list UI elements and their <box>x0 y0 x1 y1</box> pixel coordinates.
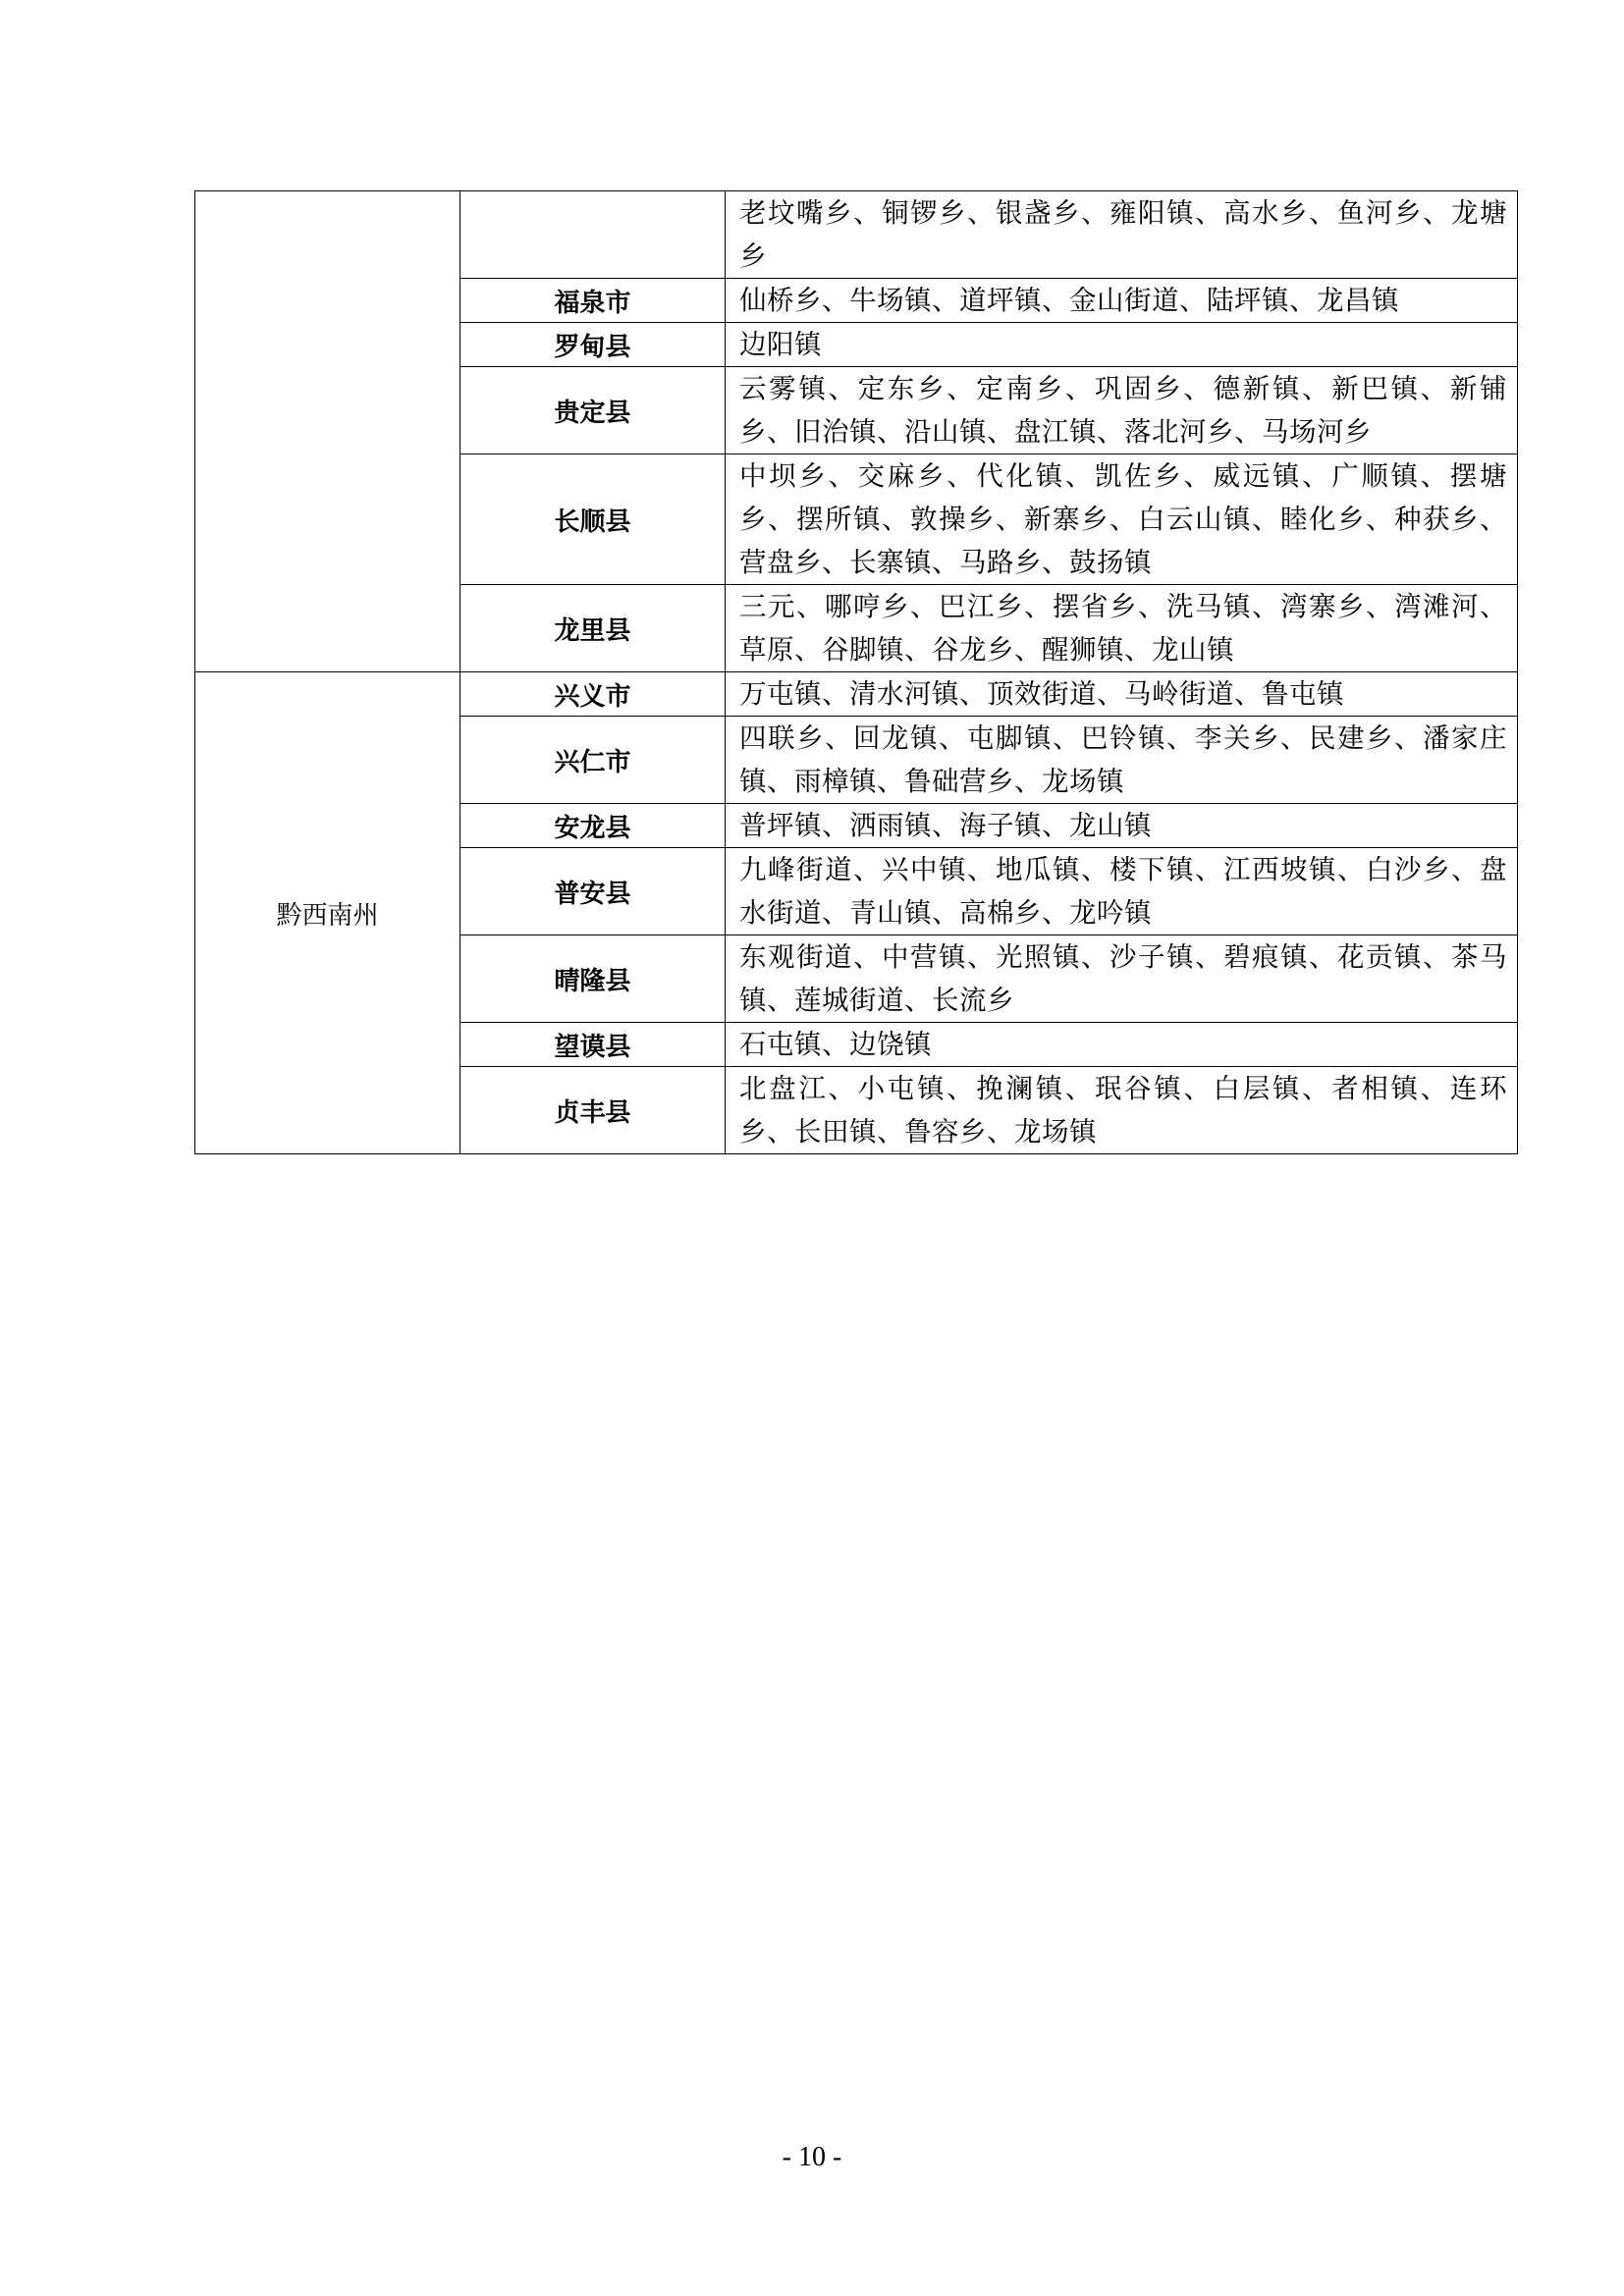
county-cell: 龙里县 <box>460 585 726 672</box>
towns-cell: 东观街道、中营镇、光照镇、沙子镇、碧痕镇、花贡镇、茶马镇、莲城街道、长流乡 <box>726 935 1518 1023</box>
county-cell: 普安县 <box>460 848 726 935</box>
region-town-table <box>194 190 1518 1154</box>
county-cell: 晴隆县 <box>460 935 726 1023</box>
county-cell: 贵定县 <box>460 367 726 454</box>
towns-cell: 普坪镇、洒雨镇、海子镇、龙山镇 <box>726 804 1518 848</box>
towns-cell: 石屯镇、边饶镇 <box>726 1023 1518 1067</box>
towns-cell: 边阳镇 <box>726 323 1518 367</box>
county-cell: 福泉市 <box>460 279 726 323</box>
county-cell: 安龙县 <box>460 804 726 848</box>
towns-cell: 北盘江、小屯镇、挽澜镇、珉谷镇、白层镇、者相镇、连环乡、长田镇、鲁容乡、龙场镇 <box>726 1067 1518 1154</box>
towns-cell: 四联乡、回龙镇、屯脚镇、巴铃镇、李关乡、民建乡、潘家庄镇、雨樟镇、鲁础营乡、龙场镇 <box>726 717 1518 804</box>
towns-cell: 中坝乡、交麻乡、代化镇、凯佐乡、威远镇、广顺镇、摆塘乡、摆所镇、敦操乡、新寨乡、白云山镇、睦化乡、种获乡、营盘乡、长寨镇、马路乡、鼓扬镇 <box>726 454 1518 585</box>
county-cell: 贞丰县 <box>460 1067 726 1154</box>
county-cell: 罗甸县 <box>460 323 726 367</box>
county-cell: 兴仁市 <box>460 717 726 804</box>
towns-cell: 云雾镇、定东乡、定南乡、巩固乡、德新镇、新巴镇、新铺乡、旧治镇、沿山镇、盘江镇、落北河乡、马场河乡 <box>726 367 1518 454</box>
prefecture-cell: 黔西南州 <box>195 672 460 1154</box>
county-cell: 兴义市 <box>460 672 726 717</box>
page-number: - 10 - <box>782 2142 842 2172</box>
towns-cell: 九峰街道、兴中镇、地瓜镇、楼下镇、江西坡镇、白沙乡、盘水街道、青山镇、高棉乡、龙吟镇 <box>726 848 1518 935</box>
prefecture-cell <box>195 191 460 672</box>
towns-cell: 仙桥乡、牛场镇、道坪镇、金山街道、陆坪镇、龙昌镇 <box>726 279 1518 323</box>
table-row <box>195 191 1518 279</box>
towns-cell: 老坟嘴乡、铜锣乡、银盏乡、雍阳镇、高水乡、鱼河乡、龙塘乡 <box>726 191 1518 279</box>
table-row <box>195 672 1518 717</box>
county-cell <box>460 191 726 279</box>
towns-cell: 万屯镇、清水河镇、顶效街道、马岭街道、鲁屯镇 <box>726 672 1518 717</box>
towns-cell: 三元、哪哼乡、巴江乡、摆省乡、洗马镇、湾寨乡、湾滩河、草原、谷脚镇、谷龙乡、醒狮镇、龙山镇 <box>726 585 1518 672</box>
county-cell: 望谟县 <box>460 1023 726 1067</box>
county-cell: 长顺县 <box>460 454 726 585</box>
